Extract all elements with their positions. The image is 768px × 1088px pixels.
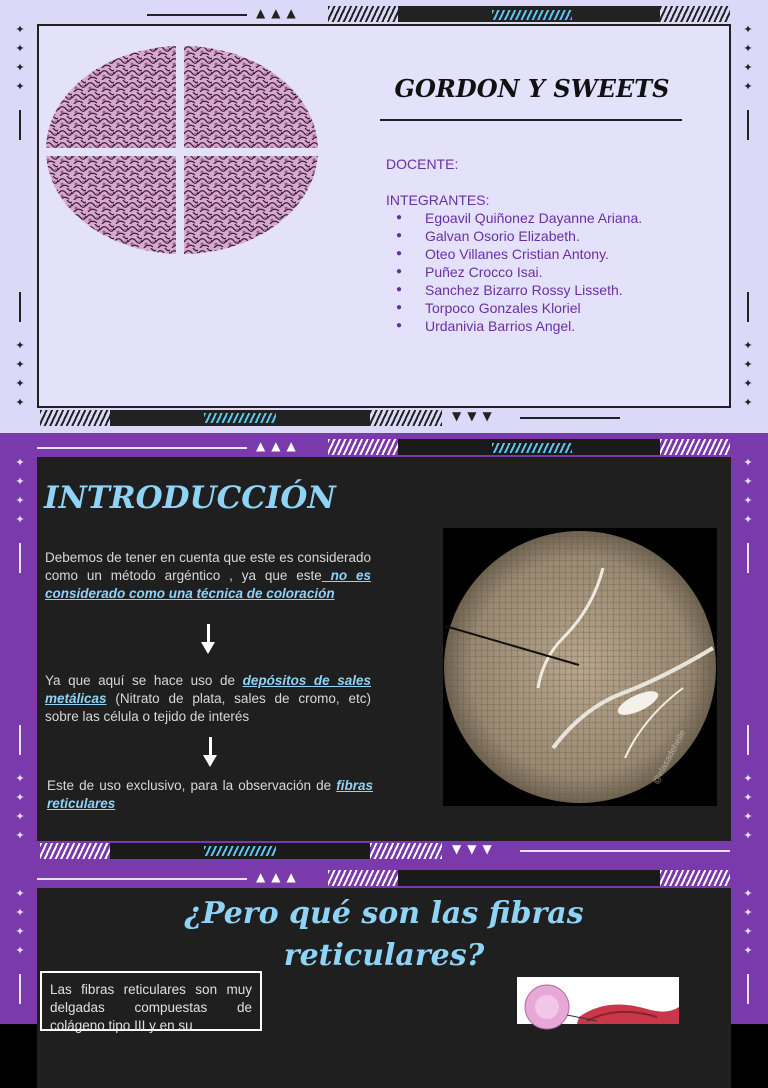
fibras-title	[40, 893, 728, 977]
side-bar-right	[747, 725, 749, 755]
p3-emphasis: fibras reticulares	[47, 778, 373, 811]
triangle-up-icons: ▲▲▲	[256, 439, 302, 453]
triangle-up-icons: ▲▲▲	[256, 870, 302, 884]
side-bar-left	[19, 974, 21, 1004]
p2-emphasis: depósitos de sales metálicas	[45, 673, 371, 706]
hatch-decoration	[328, 870, 398, 886]
hatch-decoration	[40, 843, 110, 859]
fibras-text-box: Las fibras reticulares son muy delgadas compuestas de colágeno tipo III y en su	[40, 971, 262, 1031]
hatch-decoration	[328, 6, 398, 22]
side-bar-left	[19, 725, 21, 755]
side-bar-left	[19, 110, 21, 140]
sparkle-icons-left: ✦ ✦ ✦ ✦	[15, 339, 25, 409]
intro-paragraph-1	[45, 549, 371, 603]
watermark: @elasadeheile	[650, 728, 688, 786]
side-bar-left	[19, 543, 21, 573]
intro-paragraph-3	[47, 777, 373, 813]
list-item: ● Oteo Villanes Cristian Antony.	[386, 245, 642, 263]
side-bar-right	[747, 974, 749, 1004]
integrantes-label: INTEGRANTES:	[386, 192, 490, 208]
bottom-strip-line	[520, 850, 730, 852]
list-item: ● Egoavil Quiñonez Dayanne Ariana.	[386, 209, 642, 227]
hatch-decoration	[370, 843, 442, 859]
sparkle-icons-left: ✦ ✦ ✦ ✦	[15, 23, 25, 93]
p1-text: Debemos de tener en cuenta que este es considerado como un método argéntico , ya que este	[45, 550, 371, 583]
sparkle-icons-left: ✦ ✦ ✦ ✦	[15, 456, 25, 526]
hatch-decoration	[660, 439, 730, 455]
cover-title: GORDON Y SWEETS	[394, 74, 670, 103]
sparkle-icons-right: ✦ ✦ ✦ ✦	[743, 887, 753, 957]
arrow-down-icon	[209, 737, 212, 759]
sparkle-icons-right: ✦ ✦ ✦ ✦	[743, 772, 753, 842]
hatch-decoration	[660, 870, 730, 886]
sparkle-icons-right: ✦ ✦ ✦ ✦	[743, 456, 753, 526]
slide-cover	[0, 0, 768, 433]
bottom-strip-line	[520, 417, 620, 419]
side-bar-right	[747, 543, 749, 573]
side-bar-left	[19, 292, 21, 322]
top-strip-line	[37, 447, 247, 449]
p3-text: Este de uso exclusivo, para la observación de	[47, 778, 337, 793]
list-item: ● Puñez Crocco Isai.	[386, 263, 642, 281]
top-strip-bar	[398, 870, 660, 886]
list-item: ● Galvan Osorio Elizabeth.	[386, 227, 642, 245]
hatch-blue-decoration	[492, 10, 572, 20]
integrantes-list	[386, 209, 642, 335]
top-strip-line	[147, 14, 247, 16]
tissue-diagram-image	[517, 977, 679, 1024]
top-strip-line	[37, 878, 247, 880]
fibras-title-line-1: ¿Pero qué son las fibras	[184, 896, 584, 931]
cover-info	[386, 155, 642, 335]
side-bar-right	[747, 292, 749, 322]
p2-text-end: (Nitrato de plata, sales de cromo, etc) sobre las célula o tejido de interés	[45, 691, 371, 724]
sparkle-icons-left: ✦ ✦ ✦ ✦	[15, 887, 25, 957]
docente-label: DOCENTE:	[386, 156, 459, 172]
micrograph-image	[443, 528, 717, 806]
arrow-down-icon	[207, 624, 210, 646]
triangle-down-icons: ▼▼▼	[452, 842, 498, 856]
list-item: ● Torpoco Gonzales Kloriel	[386, 299, 642, 317]
hatch-blue-decoration	[204, 413, 276, 423]
sparkle-icons-right: ✦ ✦ ✦ ✦	[743, 339, 753, 409]
intro-paragraph-2	[45, 672, 371, 726]
hatch-decoration	[660, 6, 730, 22]
p1-emphasis: no es considerado como una técnica de coloración	[45, 568, 371, 601]
sparkle-icons-right: ✦ ✦ ✦ ✦	[743, 23, 753, 93]
intro-title: INTRODUCCIÓN	[44, 480, 336, 516]
hatch-decoration	[370, 410, 442, 426]
hatch-blue-decoration	[492, 443, 572, 453]
list-item: ● Urdanivia Barrios Angel.	[386, 317, 642, 335]
tissue-section-image	[44, 44, 320, 256]
title-underline	[380, 119, 682, 121]
p2-text: Ya que aquí se hace uso de	[45, 673, 243, 688]
sparkle-icons-left: ✦ ✦ ✦ ✦	[15, 772, 25, 842]
hatch-decoration	[40, 410, 110, 426]
side-bar-right	[747, 110, 749, 140]
fibras-title-line-2: reticulares?	[283, 938, 485, 973]
triangle-up-icons: ▲▲▲	[256, 6, 302, 20]
hatch-decoration	[328, 439, 398, 455]
hatch-blue-decoration	[204, 846, 276, 856]
list-item: ● Sanchez Bizarro Rossy Lisseth.	[386, 281, 642, 299]
triangle-down-icons: ▼▼▼	[452, 409, 498, 423]
